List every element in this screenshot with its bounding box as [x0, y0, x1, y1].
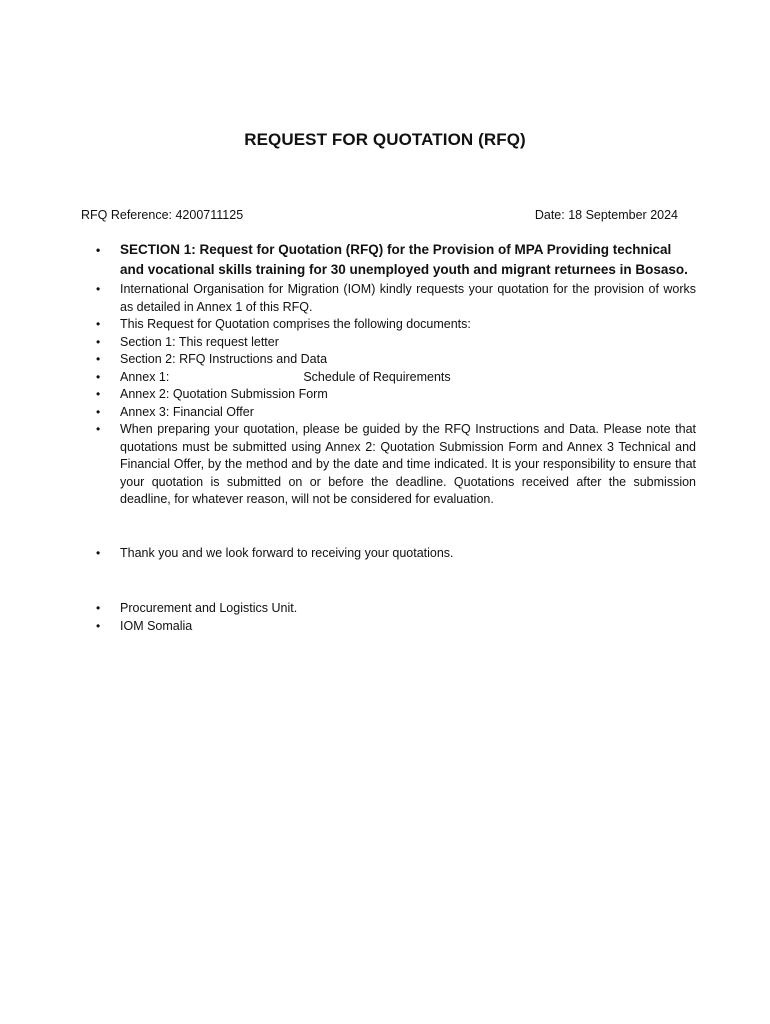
item-text: This Request for Quotation comprises the following documents:: [120, 317, 471, 331]
list-item-annex1: [96, 369, 696, 387]
list-item-thanks: [96, 545, 696, 563]
signoff-org: IOM Somalia: [120, 618, 193, 633]
thanks-text: Thank you and we look forward to receiving your quotations.: [120, 546, 454, 560]
list-item: [96, 316, 696, 334]
instructions-text: When preparing your quotation, please be guided by the RFQ Instructions and Data. Please note that quotations must be submitted using Annex 2: Quotation Submission Form and Annex 3 Technical and Financial Offer, by the method and by the date and time indicated. It is your responsibility to ensure that your quotation is submitted on or before the deadline. Quotations received after the submission deadline, for whatever reason, will not be considered for evaluation.: [120, 422, 696, 506]
signoff-list: [96, 600, 696, 635]
bullet-icon: •: [96, 334, 101, 349]
bullet-icon: •: [96, 369, 101, 384]
item-text: Section 1: This request letter: [120, 334, 279, 349]
page-title: REQUEST FOR QUOTATION (RFQ): [244, 130, 526, 149]
section1-text: SECTION 1: Request for Quotation (RFQ) for the Provision of MPA Providing technical and vocational skills training for 30 unemployed youth and migrant returnees in Bosaso.: [120, 242, 688, 277]
list-item-annex2: [96, 386, 696, 404]
list-item-instructions: [96, 421, 696, 509]
bullet-icon: •: [96, 422, 101, 436]
thanks-list: [96, 545, 696, 563]
annex3-text: Annex 3: Financial Offer: [120, 404, 254, 419]
annex1-value: Schedule of Requirements: [303, 369, 451, 384]
signoff-unit: Procurement and Logistics Unit.: [120, 601, 298, 615]
main-list: [96, 240, 696, 509]
bullet-icon: •: [96, 601, 101, 615]
list-item-annex3: [96, 404, 696, 422]
list-item: [96, 351, 696, 369]
bullet-icon: •: [96, 546, 101, 560]
list-item-section1: [96, 240, 696, 280]
list-item-signoff: [96, 618, 696, 636]
bullet-icon: •: [96, 243, 101, 257]
rfq-reference: RFQ Reference: 4200711125: [81, 208, 244, 222]
item-text: International Organisation for Migration (IOM) kindly requests your quotation for the provision of works as detailed in Annex 1 of this RFQ.: [120, 282, 696, 314]
bullet-icon: •: [96, 317, 101, 331]
bullet-icon: •: [96, 404, 101, 419]
bullet-icon: •: [96, 387, 101, 401]
item-text: Section 2: RFQ Instructions and Data: [120, 352, 328, 366]
rfq-date: Date: 18 September 2024: [534, 208, 678, 222]
annex2-text: Annex 2: Quotation Submission Form: [120, 387, 328, 401]
list-item: [96, 281, 696, 316]
list-item-signoff: [96, 600, 696, 618]
list-item: [96, 334, 696, 352]
reference-row: [81, 208, 678, 222]
bullet-icon: •: [96, 282, 101, 296]
annex1-label: Annex 1:: [120, 369, 170, 384]
bullet-icon: •: [96, 352, 101, 366]
bullet-icon: •: [96, 618, 101, 633]
